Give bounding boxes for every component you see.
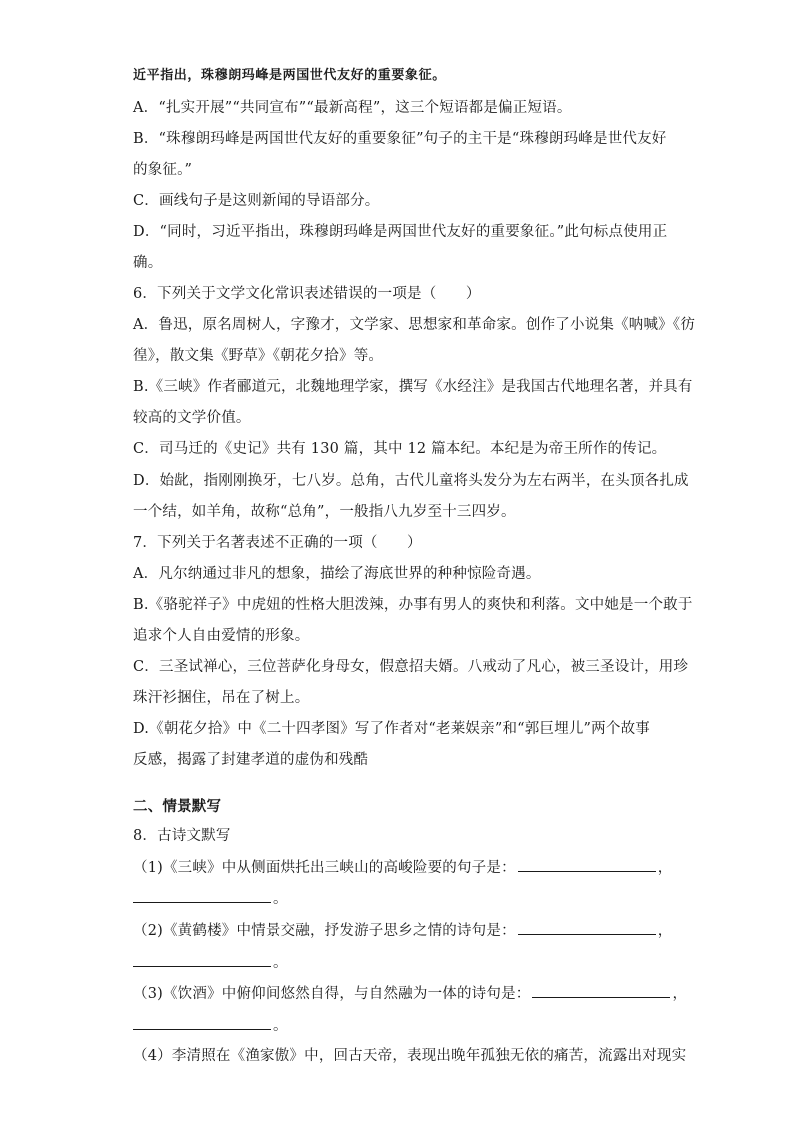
q6-option-b-line1: B.《三峡》作者郦道元，北魏地理学家，撰写《水经注》是我国古代地理名著，并具有 [133, 379, 693, 395]
q5-option-d-line1: D．“同时，习近平指出，珠穆朗玛峰是两国世代友好的重要象征。”此句标点使用正 [133, 224, 668, 240]
q8-sub3 [133, 983, 687, 1004]
answer-blank[interactable] [133, 888, 271, 903]
q8-sub1-cont [133, 888, 288, 909]
q7-option-a: A．凡尔纳通过非凡的想象，描绘了海底世界的种种惊险奇遇。 [133, 566, 541, 582]
q8-sub3-text: （3)《饮酒》中俯仰间悠然自得，与自然融为一体的诗句是： [133, 986, 531, 1002]
q6-option-d-line1: D．始龀，指刚刚换牙，七八岁。总角，古代儿童将头发分为左右两半，在头顶各扎成 [133, 473, 689, 489]
q7-stem: 7．下列关于名著表述不正确的一项（ ） [133, 535, 422, 551]
q7-option-c-line2: 珠汗衫捆住，吊在了树上。 [133, 690, 310, 706]
comma: ， [657, 860, 673, 876]
q8-sub1 [133, 857, 672, 878]
q6-option-a-line2: 徨》，散文集《野草》《朝花夕拾》等。 [133, 348, 384, 364]
period: 。 [273, 1018, 288, 1034]
answer-blank[interactable] [532, 983, 670, 998]
q8-sub2 [133, 920, 672, 941]
q7-option-d-line2: 反感，揭露了封建孝道的虚伪和残酷 [133, 752, 369, 768]
q8-sub3-cont [133, 1015, 288, 1036]
q5-option-b-line2: 的象征。” [133, 162, 193, 178]
comma: ， [672, 986, 688, 1002]
comma: ， [657, 923, 673, 939]
q8-stem: 8．古诗文默写 [133, 828, 231, 844]
period: 。 [273, 955, 288, 971]
q6-option-a-line1: A．鲁迅，原名周树人，字豫才，文学家、思想家和革命家。创作了小说集《呐喊》《彷 [133, 317, 696, 333]
q7-option-b-line1: B.《骆驼祥子》中虎妞的性格大胆泼辣，办事有男人的爽快和利落。文中她是一个敢于 [133, 597, 693, 613]
q7-option-d-line1: D.《朝花夕拾》中《二十四孝图》写了作者对“老莱娱亲”和“郭巨埋儿”两个故事 [133, 721, 650, 737]
q7-option-c-line1: C．三圣试禅心，三位菩萨化身母女，假意招夫婿。八戒动了凡心，被三圣设计，用珍 [133, 659, 689, 675]
answer-blank[interactable] [133, 952, 271, 967]
q6-stem: 6．下列关于文学文化常识表述错误的一项是（ ） [133, 286, 481, 302]
answer-blank[interactable] [133, 1015, 271, 1030]
q5-option-d-line2: 确。 [133, 255, 163, 271]
q6-option-c: C．司马迁的《史记》共有 130 篇，其中 12 篇本纪。本纪是为帝王所作的传记。 [133, 441, 667, 457]
answer-blank[interactable] [518, 857, 656, 872]
period: 。 [273, 891, 288, 907]
section-title: 二、情景默写 [133, 799, 222, 815]
q8-sub1-text: （1)《三峡》中从侧面烘托出三峡山的高峻险要的句子是： [133, 860, 516, 876]
q6-option-d-line2: 一个结，如羊角，故称“总角”，一般指八九岁至十三四岁。 [133, 504, 516, 520]
answer-blank[interactable] [518, 920, 656, 935]
q5-intro-text: 近平指出，珠穆朗玛峰是两国世代友好的重要象征。 [133, 68, 446, 83]
q5-option-b-line1: B．“珠穆朗玛峰是两国世代友好的重要象征”句子的主干是“珠穆朗玛峰是世代友好 [133, 131, 667, 147]
q6-option-b-line2: 较高的文学价值。 [133, 410, 251, 426]
q8-sub2-text: （2)《黄鹤楼》中情景交融，抒发游子思乡之情的诗句是： [133, 923, 516, 939]
q5-option-c: C．画线句子是这则新闻的导语部分。 [133, 193, 380, 209]
q8-sub2-cont [133, 952, 288, 973]
q5-option-a: A．“扎实开展”“共同宣布”“最新高程”，这三个短语都是偏正短语。 [133, 100, 572, 116]
q8-sub4: （4）李清照在《渔家傲》中，回古天帝，表现出晚年孤独无依的痛苦，流露出对现实 [133, 1048, 687, 1064]
q7-option-b-line2: 追求个人自由爱情的形象。 [133, 628, 310, 644]
